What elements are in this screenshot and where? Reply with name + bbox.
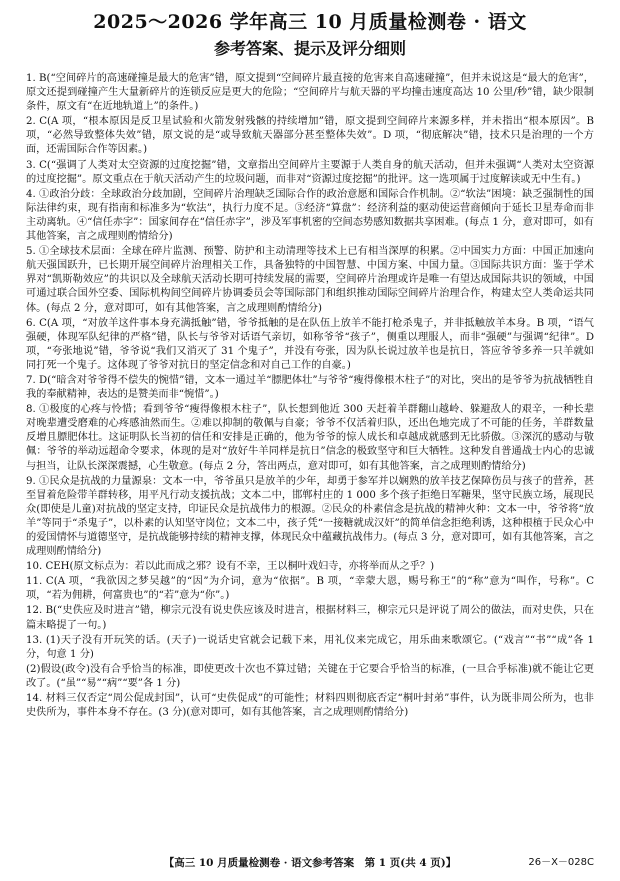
page-subtitle: 参考答案、提示及评分细则 (213, 39, 406, 58)
answer-item-13-2: (2)假设(政令)没有合乎恰当的标准，即使更改十次也不算过错；关键在于它要合乎恰当的标准，(一旦合乎标准)就不能让它更改了。(“虽”“易”“病”“要”各 1 分) (26, 663, 594, 689)
answer-item-14: 14. 材料三仅否定“周公促成封国”，认可“史佚促成”的可能性；材料四则彻底否定“桐叶封弟”事件，认为既非周公所为，也非史佚所为，事件本身不存在。(3 分)(意对即可，如有其他答案，言之成理则酌情给分) (26, 693, 594, 719)
answer-item-5: 5. ①全球技术层面：全球在碎片监测、预警、防护和主动清理等技术上已有相当深厚的积累。②中国实力方面：中国正加速向航天强国跃升，已长期开展空间碎片治理相关工作，具备独特的中国智慧、中国方案、中国力量。③国际共识方面：鉴于学术界对“凯斯勒效应”的共识以及全球航天活动长期可持续发展的需要，空间碎片治理或许是唯一有望达成国际共识的领域，中国可通过联合国外空委、国际机构间空间碎片协调委员会等国际部门和组织推动国际空间碎片治理合作，构建太空人类命运共同体。(每点 2 分，意对即可，如有其他答案，言之成理则酌情给分) (26, 246, 594, 314)
answer-item-8: 8. ①极度的心疼与怜惜；看到爷爷“瘦得像根木柱子”，队长想到他近 300 天赶着羊群翻山越岭、躲避敌人的艰辛，一种长辈对晚辈遭受磨难的心疼感油然而生。②难以抑制的敬佩与自豪；爷爷不仅活着归队，还出色地完成了不可能的任务，羊群数量反增且膘肥体壮。这证明队长当初的信任和安排是正确的，他为爷爷的惊人成长和卓越成就感到无比骄傲。③深沉的感动与敬佩：爷爷的举动远超命令要求，体现的是对“放好牛羊同样是抗日”信念的极致坚守和巨大牺牲。这种发自普通战士内心的忠诚与担当，让队长深深震撼，心生敬意。(每点 2 分，答出两点，意对即可，如有其他答案，言之成理则酌情给分) (26, 404, 594, 472)
answer-item-2: 2. C(A 项，“根本原因是反卫星试验和火箭发射残骸的持续增加”错，原文提到空间碎片来源多样，并未指出“根本原因”。B 项，“必然导致整体失效”错，原文说的是“或导致航天器部分甚至整体失效”。D 项，“彻底解决”错，技术只是治理的一个方面，还需国际合作等因素。) (26, 116, 594, 156)
answer-item-6: 6. C(A 项，“对放羊这件事本身充满抵触”错，爷爷抵触的是在队伍上放羊不能打枪杀鬼子，并非抵触放羊本身。B 项，“语气强硬，体现军队纪律的严格”错，队长与爷爷对话语气亲切，如称爷爷“孩子”，侧重以理服人，而非“强硬”与强调“纪律”。D 项，“夸张地说”错，爷爷说“我们又消灭了 31 个鬼子”，并没有夸张，因为队长说过放羊也是抗日，答应爷爷多养一只羊就如同打死一个鬼子。这体现了爷爷对抗日的坚定信念和对自己工作的自豪。) (26, 317, 594, 371)
answer-item-7: 7. D(“暗含对爷爷得不偿失的惋惜”错，文本一通过羊“膘肥体壮”与爷爷“瘦得像根木柱子”的对比，突出的是爷爷为抗战牺牲自我的奉献精神，表达的是赞美而非“惋惜”。) (26, 374, 594, 401)
page-footer (26, 855, 594, 871)
answer-item-10: 10. CEH(原文标点为：若以此而成之邪？设有不幸，王以桐叶戏妇寺，亦将举而从之乎？) (26, 561, 435, 573)
answer-item-13-1: 13. (1)天子没有开玩笑的话。(天子)一说话史官就会记载下来，用礼仪来完成它，用乐曲来歌颂它。(“戏言”“书”“成”各 1 分，句意 1 分) (26, 634, 594, 660)
answer-item-4: 4. ①政治分歧：全球政治分歧加剧，空间碎片治理缺乏国际合作的政治意愿和国际合作机制。②“软法”困境：缺乏强制性的国际法律约束，现有指南和标准多为“软法”，执行力度不足。③经济“算盘”：经济利益的驱动使运营商倾向于延长卫星寿命而非主动离轨。④“信任赤字”：国家间存在“信任赤字”，涉及军事机密的空间态势感知数据共享困难。(每点 1 分，意对即可，如有其他答案，言之成理则酌情给分) (26, 188, 594, 243)
answer-list (26, 72, 594, 720)
answer-item-9: 9. ①民众是抗战的力量源泉：文本一中，爷爷虽只是放羊的少年，却勇于参军并以娴熟的放羊技艺保障伤员与孩子的营养，甚至冒着危险带羊群转移，用平凡行动支援抗战；文本二中，邯郸村庄的 1 000 多个孩子拒绝日军糖果，坚守民族立场，展现民众(即使是儿童)对抗战的坚定支持，印证民众是抗战伟力的根源。②民众的朴素信念是抗战的精神火种：文本一中，爷爷将“放羊”等同于“杀鬼子”，以朴素的认知坚守岗位；文本二中，孩子凭“一接糖就成汉奸”的简单信念拒绝利诱，这种根植于民众心中的爱国情怀与道德坚守，是抗战能够持续的精神支撑，体现民众中蕴藏抗战伟力。(每点 3 分，意对即可，如有其他答案，言之成理则酌情给分) (26, 475, 594, 558)
answer-item-12: 12. B(“史佚应及时进言”错，柳宗元没有说史佚应该及时进言，根据材料三，柳宗元只是评说了周公的做法，而对史佚，只在篇末略提了一句。) (26, 605, 594, 631)
answer-item-11: 11. C(A 项，“我欲因之梦吴越”的“因”为介词，意为“依据”。B 项，“幸蒙大恩，赐号称王”的“称”意为“叫作，号称”。C 项，“若为佣耕，何富贵也”的“若”意为“你”。) (26, 576, 594, 602)
footer-code: 26－X－028C (528, 857, 594, 868)
answer-item-3: 3. C(“强调了人类对太空资源的过度挖掘”错，文章指出空间碎片主要源于人类自身的航天活动，但并未强调“人类对太空资源的过度挖掘”。原文重点在于航天活动产生的垃圾问题，而非对“资源过度挖掘”的批评。这一选项属于过度解读或无中生有。) (26, 159, 594, 185)
page-title: 2025～2026 学年高三 10 月质量检测卷 · 语文 (93, 11, 527, 33)
footer-label: 【高三 10 月质量检测卷 · 语文参考答案 第 1 页(共 4 页)】 (163, 857, 457, 869)
answer-item-1: 1. B(“空间碎片的高速碰撞是最大的危害”错，原文提到“空间碎片最直接的危害来自高速碰撞”，但并未说这是“最大的危害”，原文还提到碰撞产生大量新碎片的连锁反应是更大的危险；“空间碎片与航天器的平均撞击速度高达 10 公里/秒”错，缺少限制条件，原文有“在近地轨道上”的条件。) (26, 73, 594, 113)
